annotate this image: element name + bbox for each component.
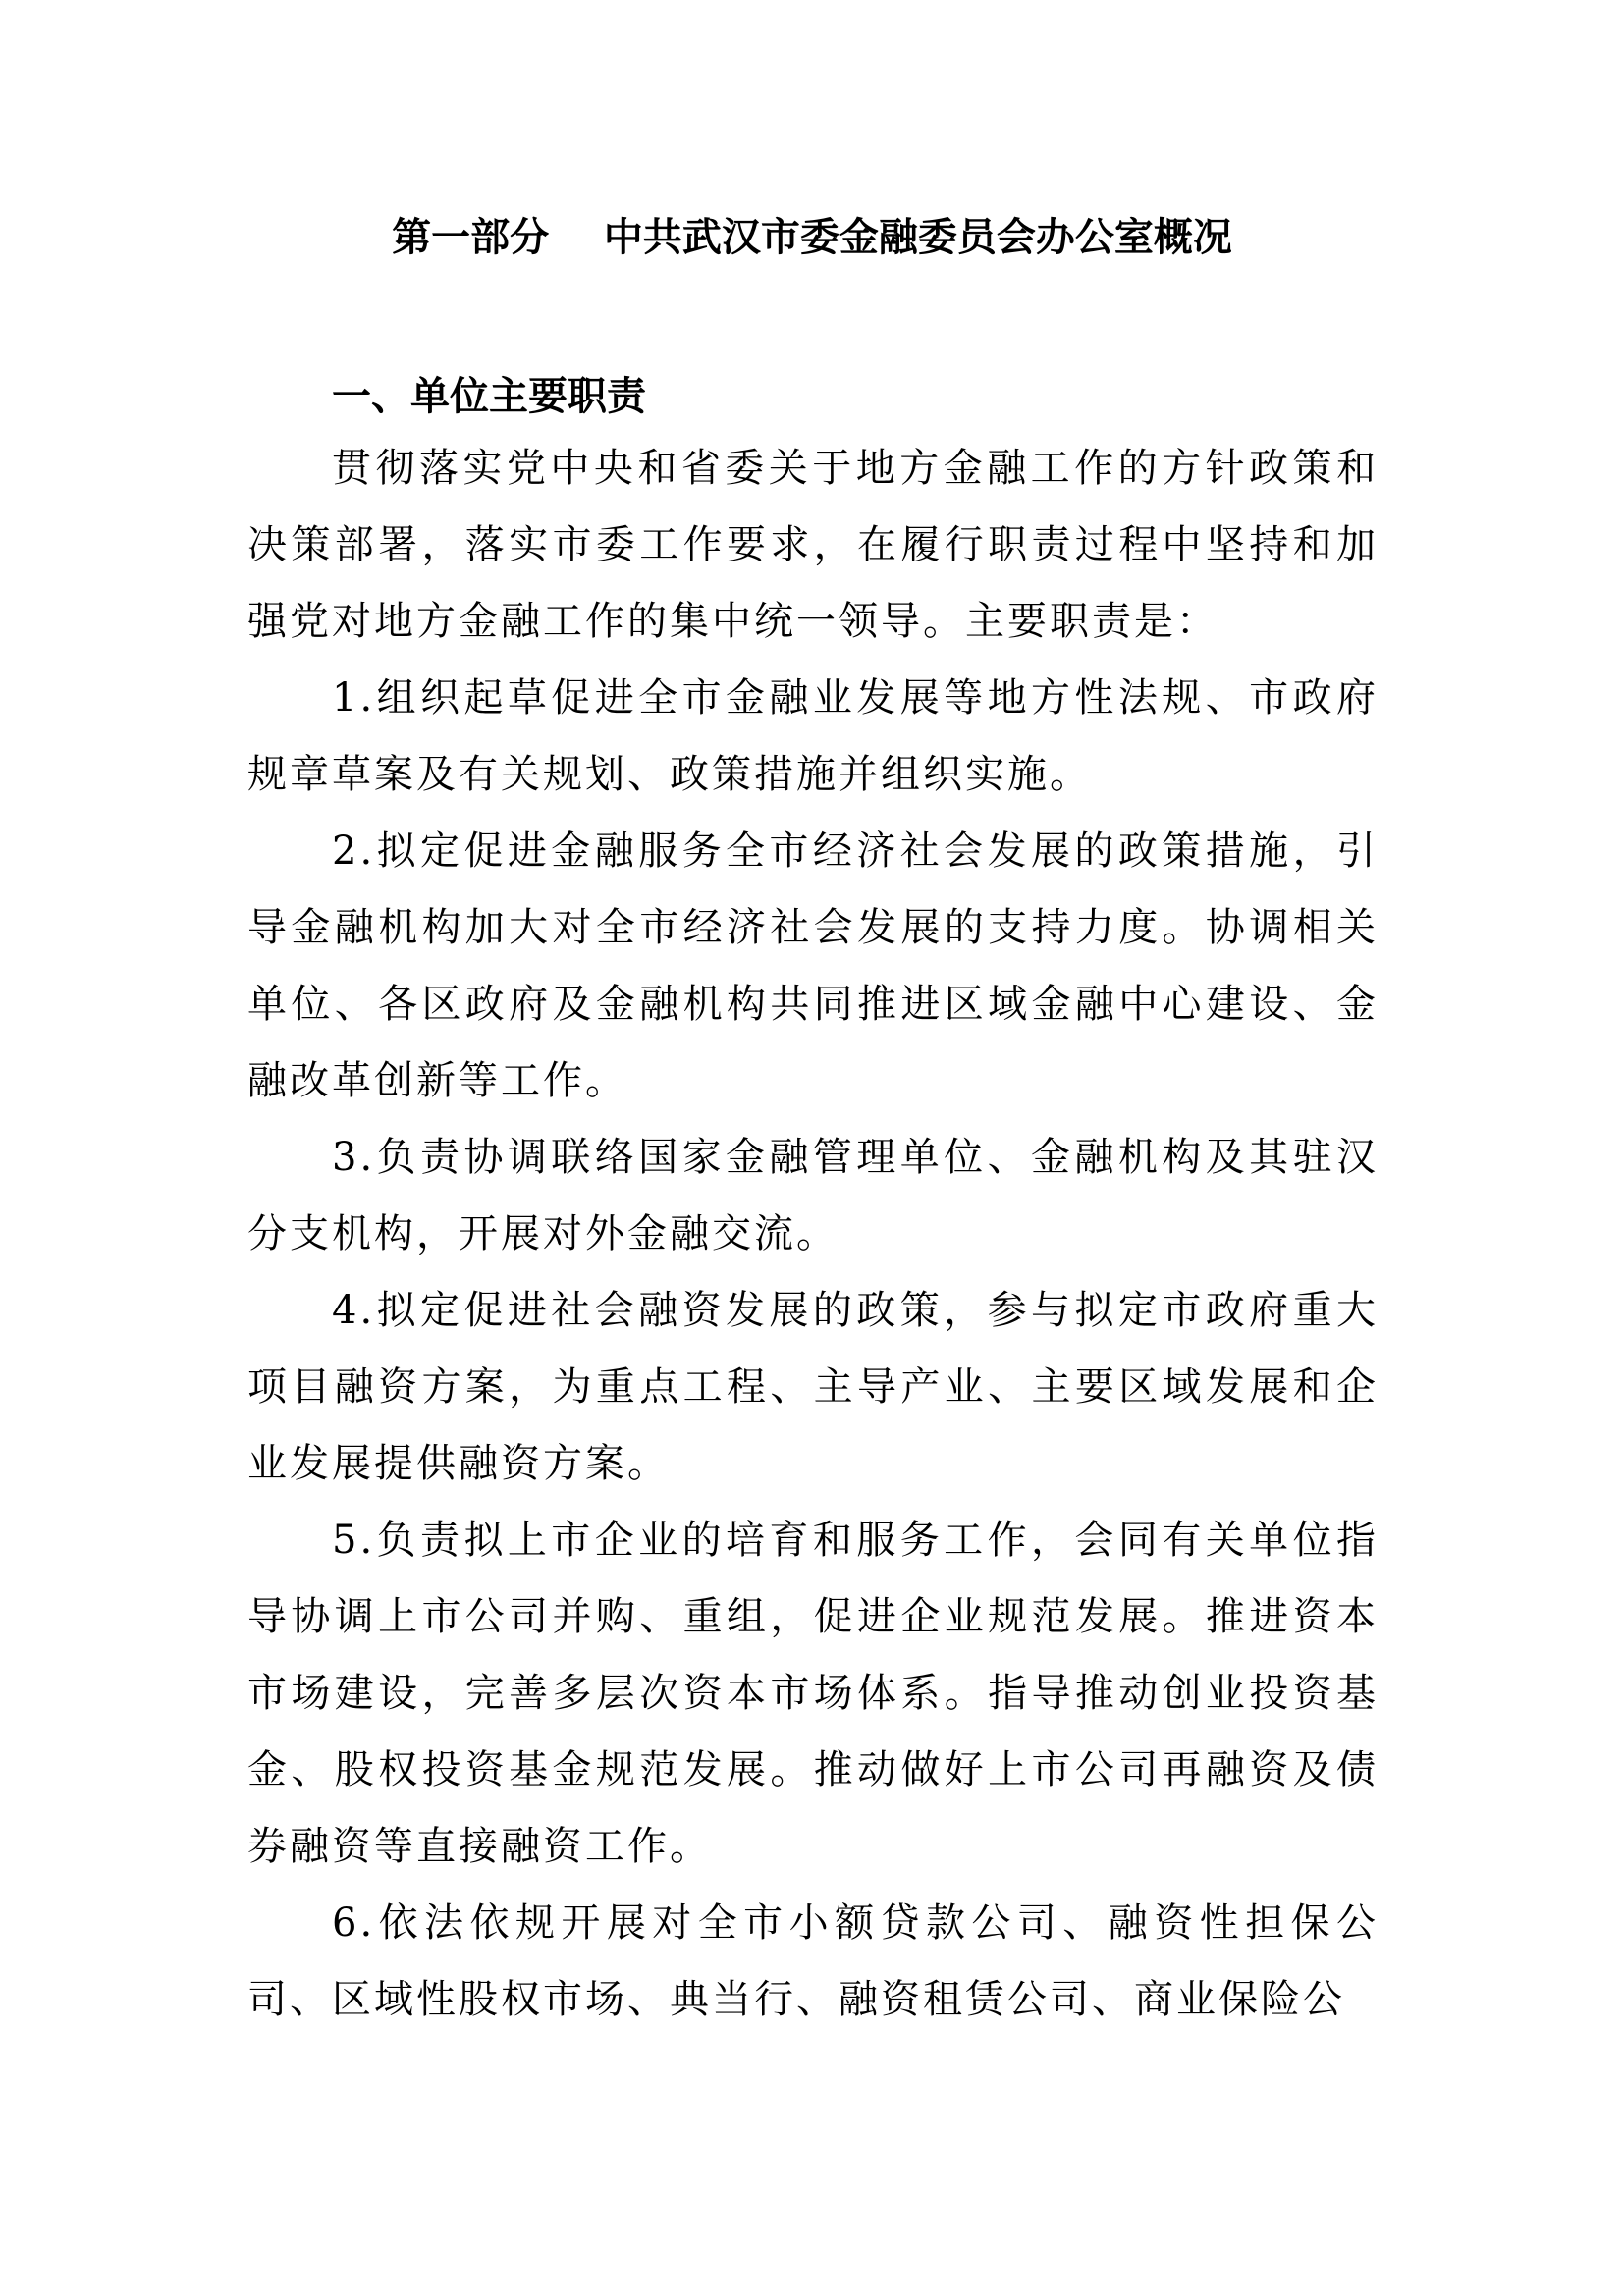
duty-item-4: 4.拟定促进社会融资发展的政策，参与拟定市政府重大项目融资方案，为重点工程、主导产业、主要区域发展和企业发展提供融资方案。 xyxy=(247,1288,1379,1486)
duty-item-3: 3.负责协调联络国家金融管理单位、金融机构及其驻汉分支机构，开展对外金融交流。 xyxy=(247,1135,1379,1256)
intro-paragraph: 贯彻落实党中央和省委关于地方金融工作的方针政策和决策部署，落实市委工作要求，在履行职责过程中坚持和加强党对地方金融工作的集中统一领导。主要职责是： xyxy=(247,446,1379,644)
duty-item-5: 5.负责拟上市企业的培育和服务工作，会同有关单位指导协调上市公司并购、重组，促进企业规范发展。推进资本市场建设，完善多层次资本市场体系。指导推动创业投资基金、股权投资基金规范发展。推动做好上市公司再融资及债券融资等直接融资工作。 xyxy=(247,1518,1379,1869)
section-heading: 一、单位主要职责 xyxy=(332,374,646,419)
document-body xyxy=(247,430,1379,2038)
duty-item-1: 1.组织起草促进全市金融业发展等地方性法规、市政府规章草案及有关规划、政策措施并组织实施。 xyxy=(247,675,1379,797)
duty-item-6: 6.依法依规开展对全市小额贷款公司、融资性担保公司、区域性股权市场、典当行、融资租赁公司、商业保险公 xyxy=(247,1900,1379,2022)
duty-item-2: 2.拟定促进金融服务全市经济社会发展的政策措施，引导金融机构加大对全市经济社会发展的支持力度。协调相关单位、各区政府及金融机构共同推进区域金融中心建设、金融改革创新等工作。 xyxy=(247,828,1379,1103)
document-title: 第一部分 中共武汉市委金融委员会办公室概况 xyxy=(392,215,1232,260)
